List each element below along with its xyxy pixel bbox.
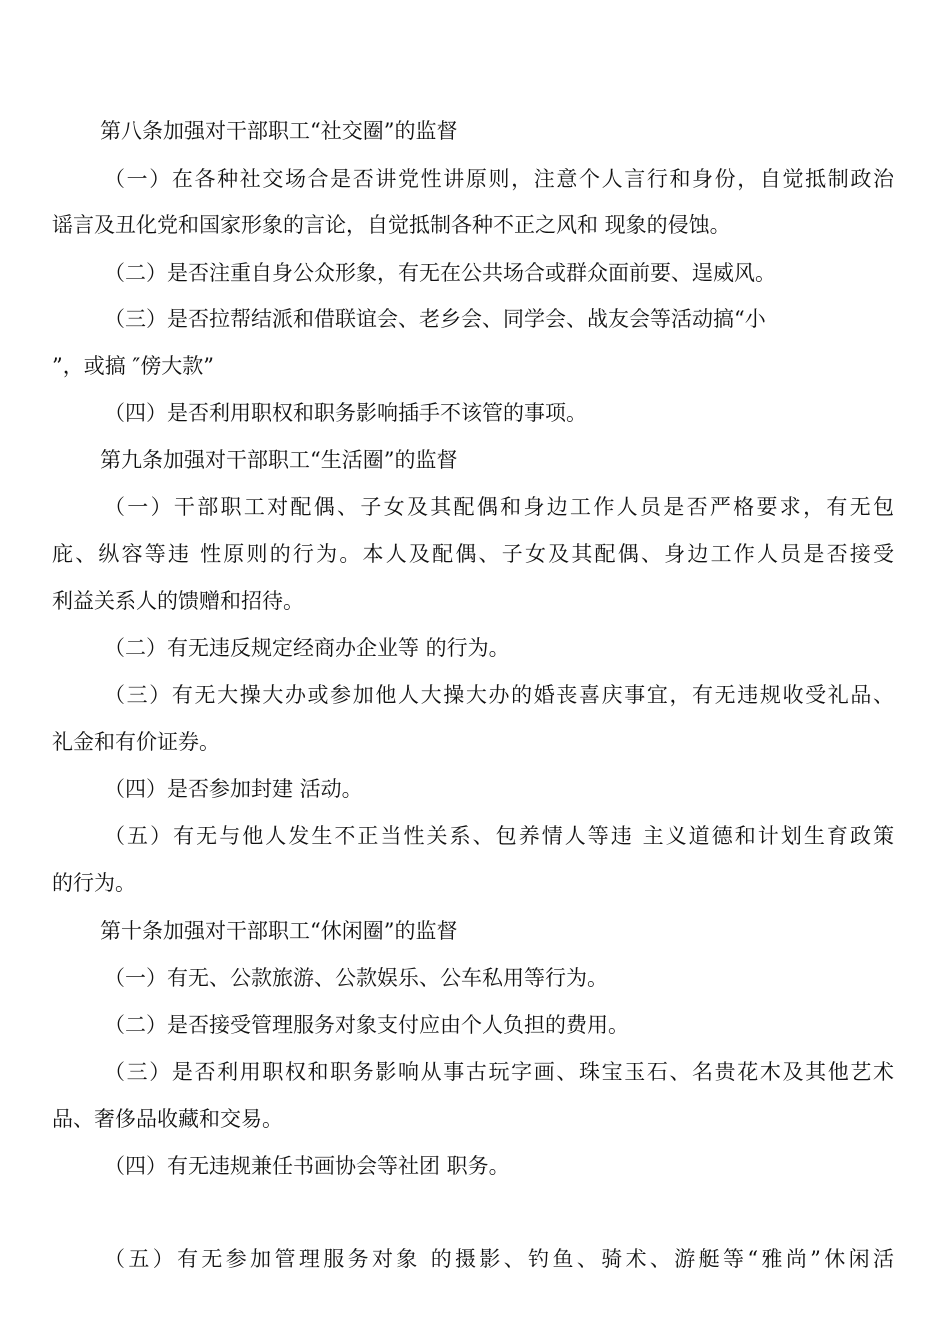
article-8-heading: 第八条加强对干部职工“社交圈”的监督 bbox=[100, 119, 458, 143]
paragraph-line: 礼金和有价证券。 bbox=[52, 730, 220, 754]
article-9-heading: 第九条加强对干部职工“生活圈”的监督 bbox=[100, 448, 458, 472]
paragraph-line: （四）是否参加封建 活动。 bbox=[104, 777, 363, 801]
paragraph-line: （五）有无参加管理服务对象 的摄影、钓鱼、骑术、游艇等“雅尚”休闲活 bbox=[104, 1247, 894, 1271]
paragraph-line: （五）有无与他人发生不正当性关系、包养情人等违 主义道德和计划生育政策 bbox=[104, 824, 894, 848]
paragraph-line: （三）有无大操大办或参加他人大操大办的婚丧喜庆事宜，有无违规收受礼品、 bbox=[104, 683, 894, 707]
paragraph-line: 品、奢侈品收藏和交易。 bbox=[52, 1107, 283, 1131]
paragraph-line: ”，或搞 ″傍大款” bbox=[52, 354, 214, 378]
paragraph-line: （一）干部职工对配偶、子女及其配偶和身边工作人员是否严格要求，有无包 bbox=[104, 495, 894, 519]
article-10-heading: 第十条加强对干部职工“休闲圈”的监督 bbox=[100, 919, 458, 943]
paragraph-line: 庇、纵容等违 性原则的行为。本人及配偶、子女及其配偶、身边工作人员是否接受 bbox=[52, 542, 894, 566]
paragraph-line: （四）有无违规兼任书画协会等社团 职务。 bbox=[104, 1154, 510, 1178]
paragraph-line: （三）是否利用职权和职务影响从事古玩字画、珠宝玉石、名贵花木及其他艺术 bbox=[104, 1060, 894, 1084]
paragraph-line: （二）是否接受管理服务对象支付应由个人负担的费用。 bbox=[104, 1013, 629, 1037]
paragraph-line: （三）是否拉帮结派和借联谊会、老乡会、同学会、战友会等活动搞“小 bbox=[104, 307, 766, 331]
paragraph-line: 谣言及丑化党和国家形象的言论，自觉抵制各种不正之风和 现象的侵蚀。 bbox=[52, 213, 731, 237]
paragraph-line: （一）在各种社交场合是否讲党性讲原则，注意个人言行和身份，自觉抵制政治 bbox=[104, 167, 894, 191]
paragraph-line: （二）是否注重自身公众形象，有无在公共场合或群众面前要、逞威风。 bbox=[104, 261, 776, 285]
paragraph-line: （四）是否利用职权和职务影响插手不该管的事项。 bbox=[104, 401, 587, 425]
paragraph-line: 的行为。 bbox=[52, 871, 136, 895]
paragraph-line: （二）有无违反规定经商办企业等 的行为。 bbox=[104, 636, 510, 660]
paragraph-line: （一）有无、公款旅游、公款娱乐、公车私用等行为。 bbox=[104, 966, 608, 990]
paragraph-line: 利益关系人的馈赠和招待。 bbox=[52, 589, 304, 613]
